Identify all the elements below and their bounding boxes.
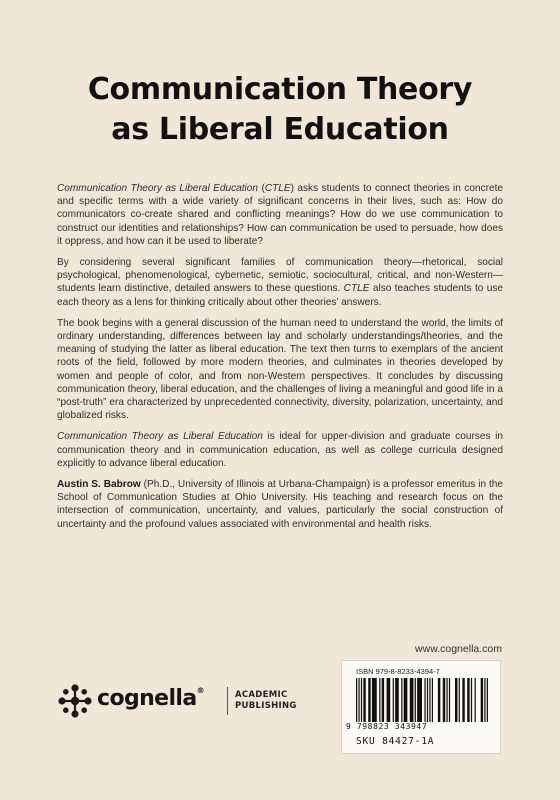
barcode-bar <box>427 678 428 722</box>
barcode-bar <box>404 678 408 722</box>
publisher-website[interactable]: www.cognella.com <box>415 643 502 655</box>
barcode-bar <box>379 678 380 722</box>
barcode-bar <box>415 678 416 722</box>
publisher-name: cognella® <box>97 686 205 711</box>
book-title-italic: Communication Theory as Liberal Education <box>57 431 263 443</box>
barcode-bar <box>368 678 370 722</box>
book-title-italic: Communication Theory as Liberal Education <box>57 183 259 194</box>
barcode-bar <box>393 678 394 722</box>
publisher-logo <box>57 681 337 721</box>
barcode-bar <box>438 678 440 722</box>
barcode-bar <box>481 678 483 722</box>
barcode-bar <box>387 678 391 722</box>
book-description <box>57 182 503 539</box>
barcode-bar <box>462 678 464 722</box>
barcode-bar <box>417 678 422 722</box>
barcode-digits: 9 798823 343947 <box>346 722 428 731</box>
barcode-bar <box>401 678 402 722</box>
author-name: Austin S. Babrow <box>57 479 141 491</box>
title-line-2: as Liberal Education <box>111 112 449 147</box>
barcode-bar <box>361 678 362 722</box>
cognella-logo-icon <box>57 683 93 719</box>
barcode-panel <box>341 660 501 754</box>
paragraph-text: also teaches students to use each theory as a lens for thinking critically about other theories’ answers. <box>57 283 503 308</box>
barcode-bar <box>467 678 469 722</box>
barcode-bar <box>446 678 447 722</box>
abbreviation: CTLE <box>264 183 291 194</box>
division-line-1: ACADEMIC <box>235 690 288 700</box>
title-line-1: Communication Theory <box>87 72 473 107</box>
barcode-bar <box>484 678 485 722</box>
publisher-division <box>235 690 297 712</box>
book-title <box>0 70 560 150</box>
paragraph-text: By considering several significant families of communication theory—rhetorical, social psychological, phenomenological, cybernetic, semiotic, sociocultural, critical, and non-Western—students learn distinctive, detailed answers to these questions. <box>57 257 503 295</box>
description-paragraph-1 <box>57 182 503 248</box>
barcode-bar <box>443 678 445 722</box>
barcode-bar <box>429 678 430 722</box>
paragraph-text: ) asks students to connect theories in concrete and specific terms with a wide variety of significant concerns in their lives, such as: How do communicators co-create shared and conflicting meanings? How do we use communication to construct our identities and relationships? How can communication be used to persuade, how does it oppress, and how can it be used to liberate? <box>57 183 503 247</box>
barcode-bar <box>372 678 377 722</box>
barcode-bar <box>410 678 414 722</box>
abbreviation: CTLE <box>343 283 370 295</box>
description-paragraph-4 <box>57 430 503 470</box>
barcode-bar <box>382 678 384 722</box>
sku-code: SKU 84427-1A <box>356 736 435 747</box>
barcode-bar <box>432 678 433 722</box>
barcode-bars <box>356 678 488 722</box>
barcode-bar <box>356 678 357 722</box>
description-paragraph-3: The book begins with a general discussion of the human need to understand the world, the limits of ordinary understanding, differences between lay and scholarly understandings/theories, and the meaning of studying the latter as liberal education. The text then turns to exemplars of the ancient roots of the field, followed by more modern theories, and culminates in theories developed by women and people of color, and from non-Western perspectives. It concludes by discussing communication theory, liberal education, and the challenges of living a meaningful and good life in a “post-truth” era characterized by unprecedented connectivity, diversity, polarization, uncertainty, and globalized risks. <box>57 317 503 422</box>
barcode-bar <box>487 678 488 722</box>
isbn-number: ISBN 979-8-8233-4394-7 <box>356 667 440 676</box>
paren-open: ( <box>258 183 265 194</box>
barcode-bar <box>395 678 399 722</box>
barcode-bar <box>475 678 476 722</box>
barcode-bar <box>449 678 450 722</box>
division-line-2: PUBLISHING <box>235 701 297 711</box>
barcode-bar <box>358 678 359 722</box>
barcode-bar <box>471 678 472 722</box>
paragraph-text: is ideal for upper-division and graduate courses in communication theory and in communication education, as well as college curricula designed explicitly to advance liberal education. <box>57 431 503 469</box>
author-bio <box>57 478 503 531</box>
barcode-bar <box>363 678 365 722</box>
description-paragraph-2 <box>57 256 503 309</box>
logo-divider <box>227 687 228 715</box>
author-bio-text: (Ph.D., University of Illinois at Urbana-Champaign) is a professor emeritus in the School of Communication Studies at Ohio University. His teaching and research focus on the intersection of communication, uncertainty, and values, particularly the social construction of uncertainty and the profound values associated with environmental and health risks. <box>57 479 504 530</box>
barcode-bar <box>424 678 425 722</box>
barcode-bar <box>455 678 457 722</box>
barcode-bar <box>459 678 460 722</box>
